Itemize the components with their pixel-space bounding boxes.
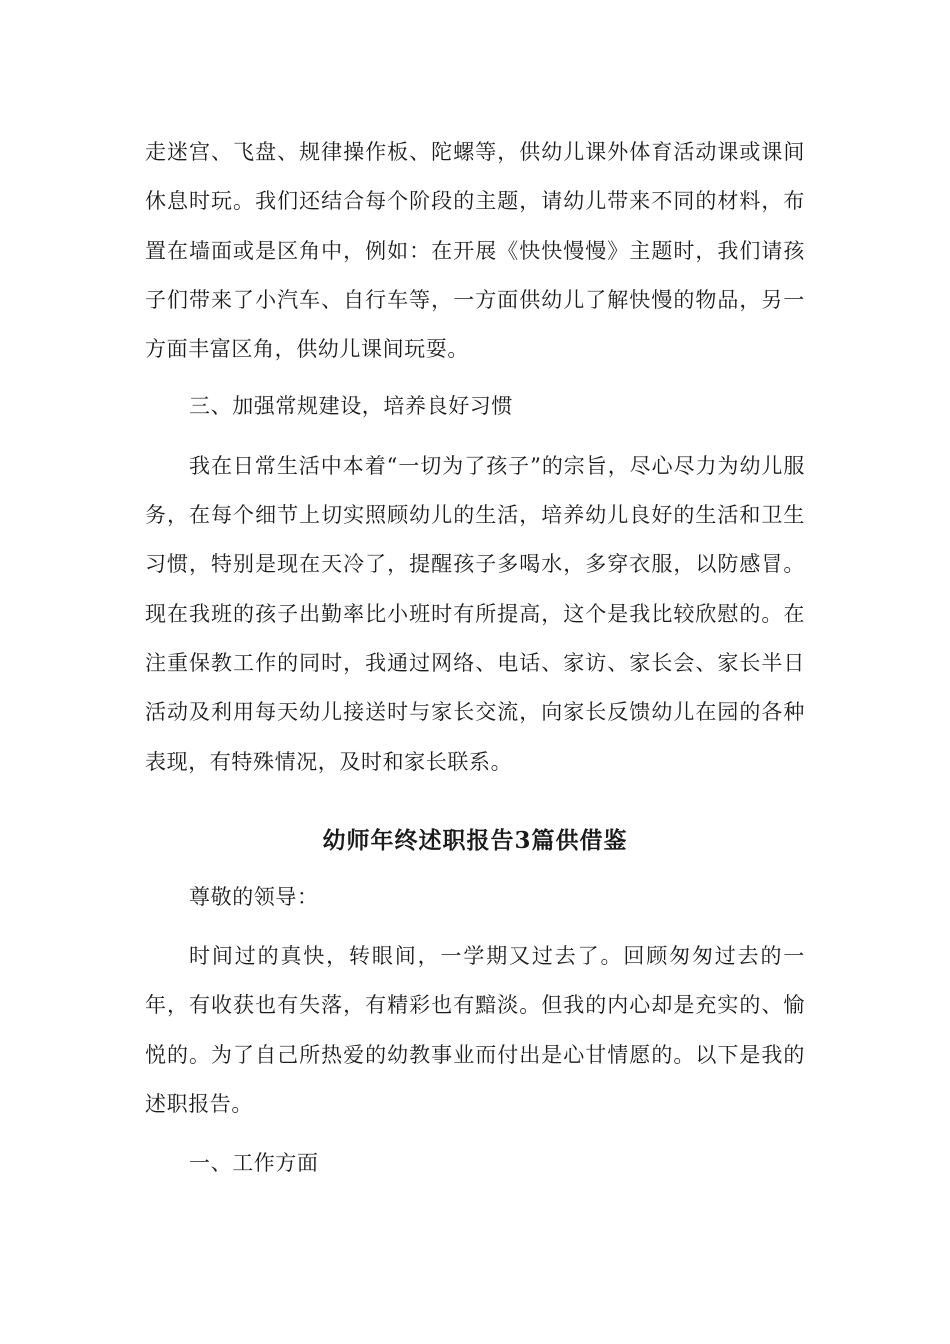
document-page xyxy=(145,128,805,1189)
intro-paragraph: 时间过的真快，转眼间，一学期又过去了。回顾匆匆过去的一年，有收获也有失落，有精彩也有黯淡。但我的内心却是充实的、愉悦的。为了自己所热爱的幼教事业而付出是心甘情愿的。以下是我的述职报告。 xyxy=(145,944,805,1117)
continuation-paragraph: 走迷宫、飞盘、规律操作板、陀螺等，供幼儿课外体育活动课或课间休息时玩。我们还结合每个阶段的主题，请幼儿带来不同的材料，布置在墙面或是区角中，例如：在开展《快快慢慢》主题时，我们请孩子们带来了小汽车、自行车等，一方面供幼儿了解快慢的物品，另一方面丰富区角，供幼儿课间玩耍。 xyxy=(145,140,805,362)
document-title: 幼师年终述职报告3篇供借鉴 xyxy=(322,826,628,854)
salutation: 尊敬的领导： xyxy=(189,884,319,909)
section-three-heading: 三、加强常规建设，培养良好习惯 xyxy=(189,394,513,419)
section-three-paragraph: 我在日常生活中本着“一切为了孩子”的宗旨，尽心尽力为幼儿服务，在每个细节上切实照顾幼儿的生活，培养幼儿良好的生活和卫生习惯，特别是现在天冷了，提醒孩子多喝水，多穿衣服，以防感冒。现在我班的孩子出勤率比小班时有所提高，这个是我比较欣慰的。在注重保教工作的同时，我通过网络、电话、家访、家长会、家长半日活动及利用每天幼儿接送时与家长交流，向家长反馈幼儿在园的各种表现，有特殊情况，及时和家长联系。 xyxy=(145,453,805,774)
section-one-heading: 一、工作方面 xyxy=(189,1151,319,1176)
